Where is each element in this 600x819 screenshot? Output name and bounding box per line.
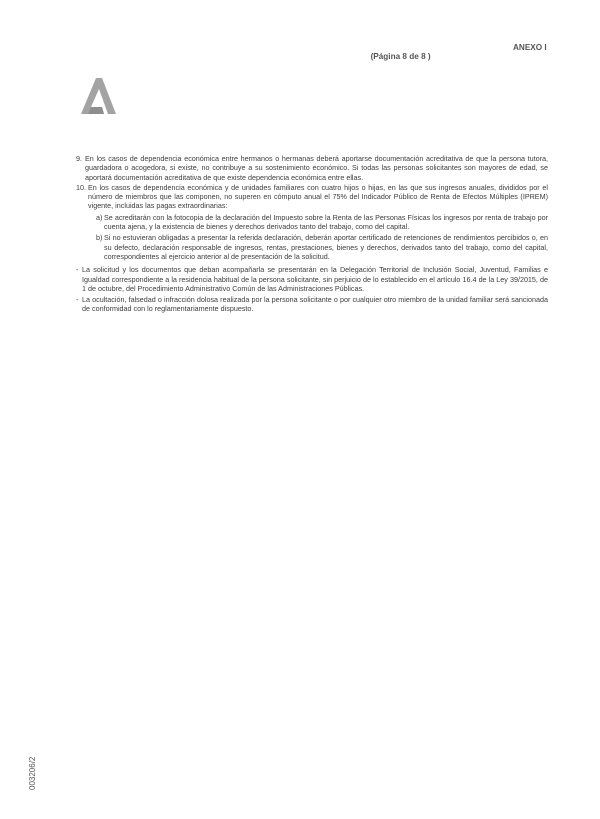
note-submission (76, 265, 548, 293)
page-header (366, 43, 547, 70)
item-text: En los casos de dependencia económica y de unidades familiares con cuatro hijos o hijas, en las que sus ingresos anuales, divididos por el número de miembros que las componen, no superen en cómputo anual el 75% del Indicador Público de Renta de Efectos Múltiples (IPREM) vigente, incluidas las pagas extraordinarias: (88, 182, 548, 211)
note-dash: - (76, 265, 79, 275)
form-code: 003206/2 (28, 756, 37, 790)
page-number: (Página 8 de 8 ) (370, 52, 431, 61)
annex-label: ANEXO I (513, 43, 547, 52)
note-penalty (76, 295, 548, 314)
andalucia-a-logo-icon (77, 76, 117, 114)
list-item-10 (76, 183, 548, 263)
sub-item-label: b) (96, 233, 103, 243)
item-text: En los casos de dependencia económica entre hermanos o hermanas deberá aportarse documentación acreditativa de que la persona tutora, guardadora o acogedora, si existe, no contribuye a su sostenimiento económico. Si todas las personas solicitantes son mayores de edad, se aportará documentación acreditativa de que existe dependencia económica entre ellas. (85, 154, 548, 182)
sub-item-b (96, 233, 548, 261)
note-text: La solicitud y los documentos que deban acompañarla se presentarán en la Delegación Territorial de Inclusión Social, Juventud, Familias e Igualdad correspondiente a la residencia habitual de la persona solicitante, sin perjuicio de lo establecido en el artículo 16.4 de la Ley 39/2015, de 1 de octubre, del Procedimiento Administrativo Común de las Administraciones Públicas. (82, 265, 548, 293)
sub-item-text: Se acreditarán con la fotocopia de la declaración del Impuesto sobre la Renta de las Personas Físicas los ingresos por renta de trabajo por cuenta ajena, y la existencia de bienes y derechos derivados tanto del trabajo, como del capital. (104, 212, 548, 232)
sub-item-text: Si no estuvieran obligadas a presentar la referida declaración, deberán aportar certificado de retenciones de rendimientos percibidos o, en su defecto, declaración responsable de ingresos, rentas, prestaciones, bienes y derechos, derivados tanto del trabajo, como del capital, correspondientes al ejercicio anterior al de presentación de la solicitud. (104, 233, 548, 261)
list-item-9 (76, 154, 548, 182)
item-number: 10. (76, 182, 86, 192)
sub-item-a (96, 213, 548, 232)
sub-item-label: a) (96, 212, 103, 222)
note-dash: - (76, 295, 79, 305)
document-body (76, 154, 548, 315)
note-text: La ocultación, falsedad o infracción dolosa realizada por la persona solicitante o por cualquier otro miembro de la unidad familiar será sancionada de conformidad con lo reglamentariamente dispuesto. (82, 295, 548, 314)
item-number: 9. (76, 154, 82, 163)
